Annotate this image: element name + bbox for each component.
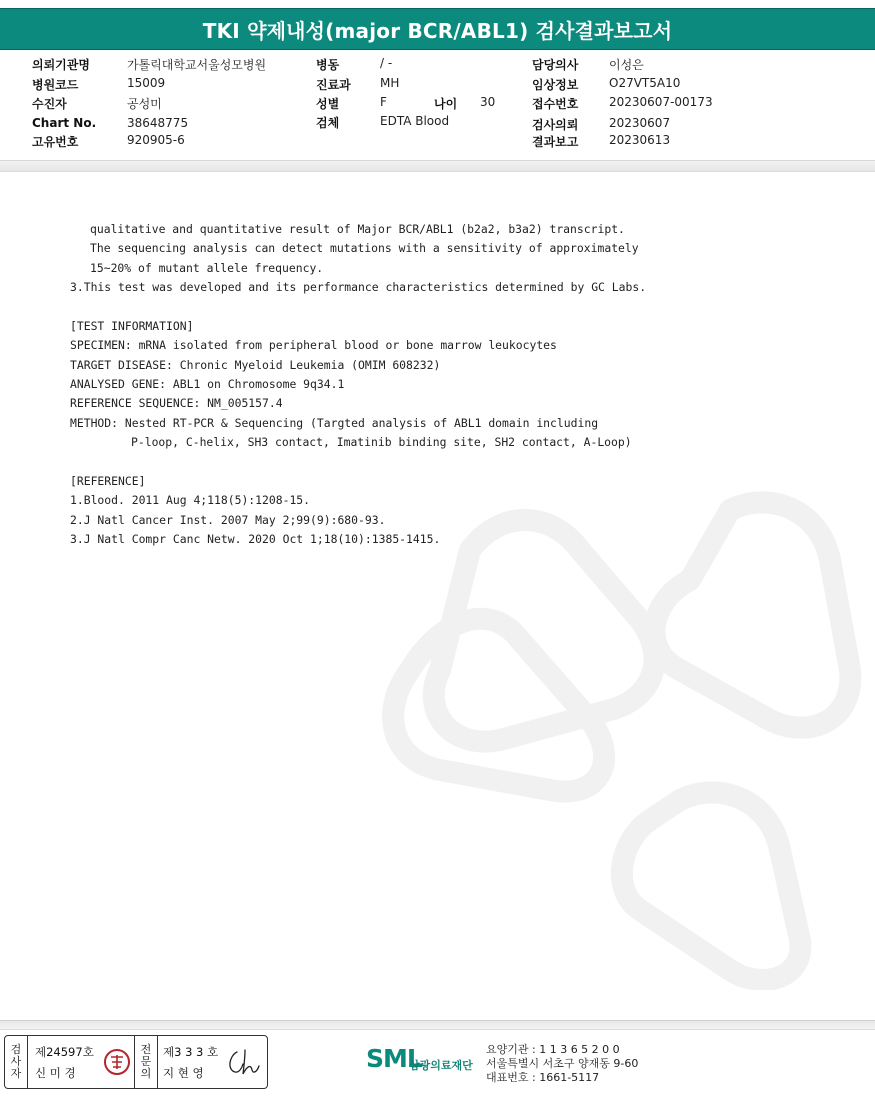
specialist-name: 지 현 영 xyxy=(163,1066,204,1080)
info-value: EDTA Blood xyxy=(380,114,450,128)
stamp-seal-icon xyxy=(103,1048,131,1076)
body-line: qualitative and quantitative result of Major BCR/ABL1 (b2a2, b3a2) transcript. xyxy=(90,222,625,236)
info-label: 임상정보 xyxy=(532,78,579,92)
specialist-label: 전 문 의 xyxy=(134,1036,158,1088)
body-line: P-loop, C-helix, SH3 contact, Imatinib binding site, SH2 contact, A-Loop) xyxy=(131,435,632,449)
inspector-name: 신 미 경 xyxy=(35,1066,76,1080)
info-label: 진료과 xyxy=(316,78,351,92)
body-line: SPECIMEN: mRNA isolated from peripheral blood or bone marrow leukocytes xyxy=(70,338,557,352)
logo-text: SML xyxy=(366,1044,422,1073)
info-value: 38648775 xyxy=(127,116,189,130)
info-value: 15009 xyxy=(127,76,166,90)
report-title: TKI 약제내성(major BCR/ABL1) 검사결과보고서 xyxy=(202,18,673,43)
inspector-license: 제24597호 xyxy=(35,1045,94,1059)
info-value: 20230607-00173 xyxy=(609,95,713,109)
body-line: METHOD: Nested RT-PCR & Sequencing (Targted analysis of ABL1 domain including xyxy=(70,416,599,430)
signature-box xyxy=(4,1035,268,1089)
body-line: The sequencing analysis can detect mutations with a sensitivity of approximately xyxy=(90,241,639,255)
info-label: Chart No. xyxy=(32,116,97,130)
info-value-age: 30 xyxy=(480,95,496,109)
body-line: TARGET DISEASE: Chronic Myeloid Leukemia (OMIM 608232) xyxy=(70,358,441,372)
info-value: 공성미 xyxy=(127,97,162,111)
section-heading: [REFERENCE] xyxy=(70,474,146,488)
patient-info xyxy=(0,56,875,156)
info-value: 920905-6 xyxy=(127,133,185,147)
info-label: 접수번호 xyxy=(532,97,579,111)
info-label: 성별 xyxy=(316,97,340,111)
section-heading: [TEST INFORMATION] xyxy=(70,319,194,333)
info-value: O27VT5A10 xyxy=(609,76,681,90)
lab-phone: 대표번호 : 1661-5117 xyxy=(486,1071,600,1084)
info-value: 20230607 xyxy=(609,116,671,130)
info-value: 20230613 xyxy=(609,133,671,147)
info-value: / - xyxy=(380,56,393,70)
lab-code: 요양기관 : 1 1 3 6 5 2 0 0 xyxy=(486,1043,620,1056)
info-label-age: 나이 xyxy=(434,97,458,111)
report-title-bar xyxy=(0,8,875,50)
info-label: 검체 xyxy=(316,116,340,130)
body-line: 15~20% of mutant allele frequency. xyxy=(90,261,324,275)
info-label: 담당의사 xyxy=(532,58,579,72)
body-line: ANALYSED GENE: ABL1 on Chromosome 9q34.1 xyxy=(70,377,345,391)
lab-info xyxy=(486,1043,638,1085)
info-label: 의뢰기관명 xyxy=(32,58,90,72)
body-line: 3.This test was developed and its performance characteristics determined by GC Labs. xyxy=(70,280,647,294)
info-label: 고유번호 xyxy=(32,135,79,149)
lab-address: 서울특별시 서초구 양재동 9-60 xyxy=(486,1057,639,1070)
header-divider xyxy=(0,160,875,172)
info-value: F xyxy=(380,95,387,109)
footer-divider xyxy=(0,1020,875,1030)
info-label: 검사의뢰 xyxy=(532,118,579,132)
inspector-label: 검 사 자 xyxy=(5,1036,28,1088)
watermark-cross-icon xyxy=(350,470,875,990)
reference-item: 1.Blood. 2011 Aug 4;118(5):1208-15. xyxy=(70,493,311,507)
info-value: 이성은 xyxy=(609,58,644,72)
info-label: 병동 xyxy=(316,58,340,72)
handwritten-signature-icon xyxy=(223,1046,263,1080)
info-value: MH xyxy=(380,76,400,90)
info-label: 결과보고 xyxy=(532,135,579,149)
reference-item: 3.J Natl Compr Canc Netw. 2020 Oct 1;18(10):1385-1415. xyxy=(70,532,441,546)
info-value: 가톨릭대학교서울성모병원 xyxy=(127,58,267,72)
specialist-license: 제3 3 3 호 xyxy=(163,1045,219,1059)
reference-item: 2.J Natl Cancer Inst. 2007 May 2;99(9):680-93. xyxy=(70,513,386,527)
body-line: REFERENCE SEQUENCE: NM_005157.4 xyxy=(70,396,283,410)
info-label: 수진자 xyxy=(32,97,67,111)
lab-name: 삼광의료재단 xyxy=(409,1059,473,1072)
info-label: 병원코드 xyxy=(32,78,79,92)
sml-logo xyxy=(366,1042,484,1082)
